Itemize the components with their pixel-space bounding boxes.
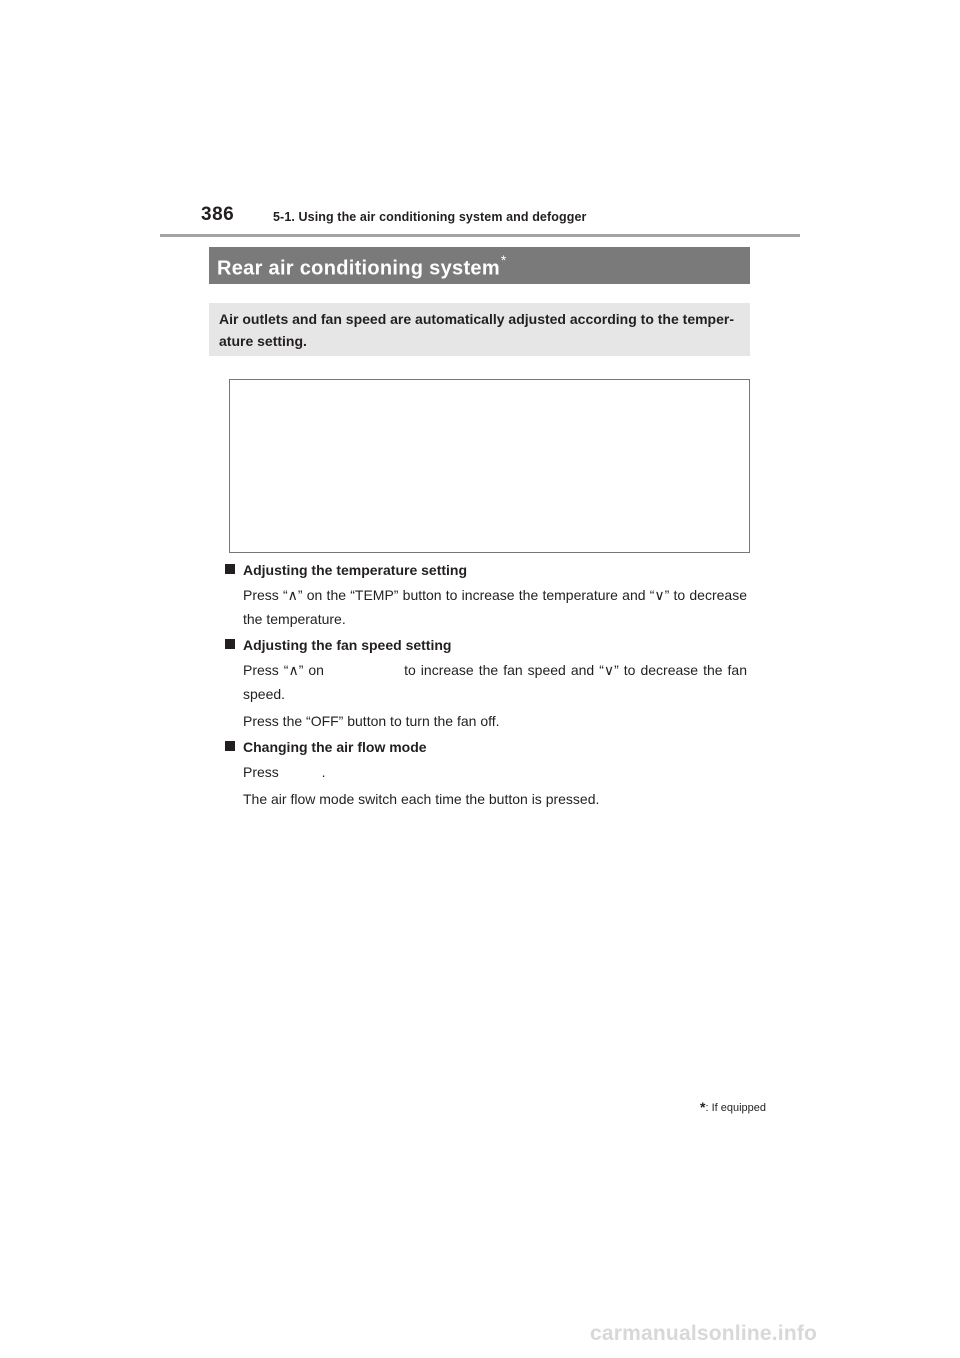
topic-heading xyxy=(225,560,747,580)
topic-paragraph: Press the “OFF” button to turn the fan off. xyxy=(243,713,500,729)
square-bullet-icon xyxy=(225,564,235,574)
topic-fan-speed xyxy=(225,635,751,733)
topic-paragraph: Press “∧” on the “TEMP” button to increase the temperature and “∨” to decrease the temperature. xyxy=(243,587,747,627)
topic-heading xyxy=(225,635,747,655)
footnote xyxy=(700,1098,767,1115)
section-title-text: Rear air conditioning system xyxy=(217,257,500,280)
topic-heading xyxy=(225,737,747,757)
intro-text: Air outlets and fan speed are automatically adjusted according to the temper-ature setting. xyxy=(219,311,734,349)
topic-heading-text: Adjusting the temperature setting xyxy=(243,562,468,578)
page-header xyxy=(160,204,800,237)
instructions xyxy=(225,560,751,811)
topic-temperature xyxy=(225,560,747,631)
topic-paragraph: Press . xyxy=(243,764,326,780)
page-number: 386 xyxy=(201,204,235,225)
figure-frame xyxy=(229,379,750,553)
intro-box xyxy=(209,303,750,356)
square-bullet-icon xyxy=(225,639,235,649)
if-equipped-marker: * xyxy=(500,252,507,268)
topic-paragraph: Press “∧” on to increase the fan speed and “∨” to decrease the fan speed. xyxy=(243,662,751,702)
topic-paragraph: The air flow mode switch each time the button is pressed. xyxy=(243,791,600,807)
chapter-title: 5-1. Using the air conditioning system and defogger xyxy=(273,210,587,224)
topic-air-flow xyxy=(225,737,747,811)
topic-heading-text: Changing the air flow mode xyxy=(243,739,427,755)
square-bullet-icon xyxy=(225,741,235,751)
footnote-marker: * xyxy=(700,1099,706,1115)
section-title-bar xyxy=(209,247,750,284)
section-title xyxy=(217,254,507,281)
topic-heading-text: Adjusting the fan speed setting xyxy=(243,637,452,653)
footnote-text: : If equipped xyxy=(705,1102,767,1114)
watermark: carmanualsonline.info xyxy=(590,1322,818,1345)
